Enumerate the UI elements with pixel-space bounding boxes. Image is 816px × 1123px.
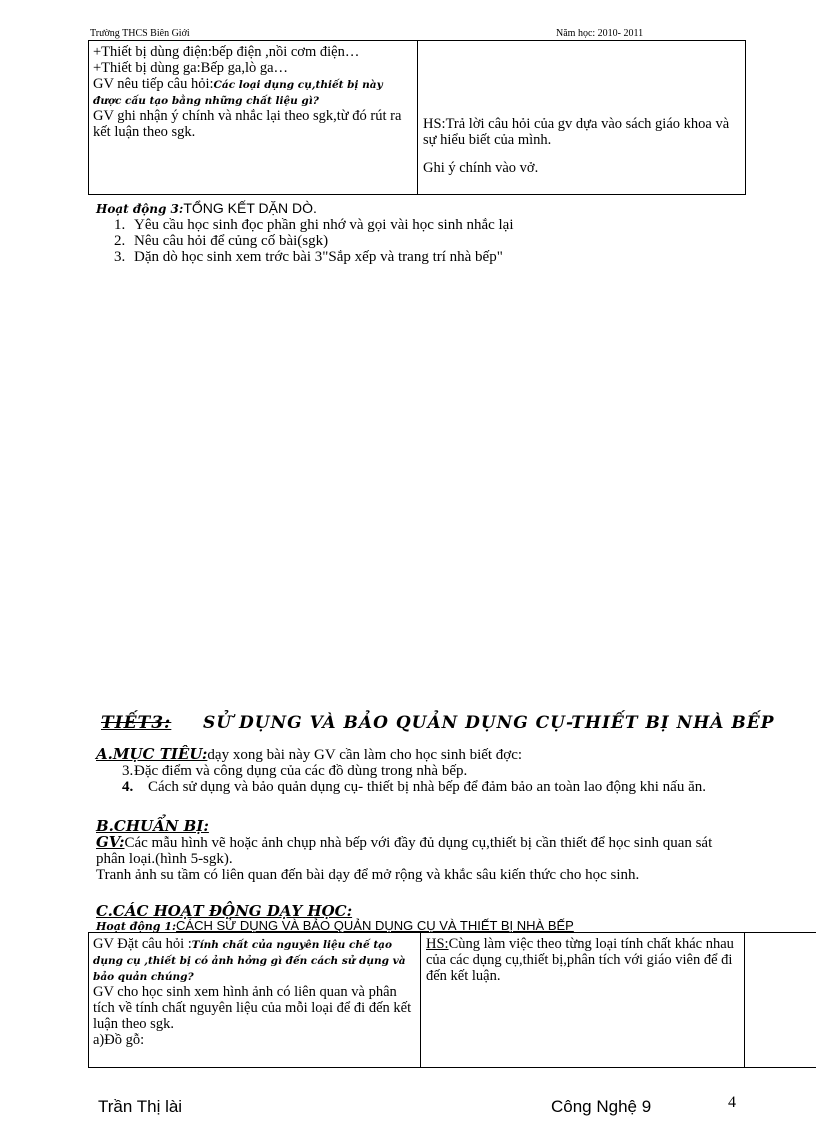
section-b-text2: Tranh ảnh su tầm có liên quan đến bài dạy để mở rộng và khắc sâu kiến thức cho học sinh. — [96, 867, 640, 883]
section-a-heading — [96, 746, 736, 763]
table-2-right-hs: HS: — [426, 936, 449, 952]
section-b-gv: GV: — [96, 833, 125, 851]
list-item: 2. Nêu câu hỏi để củng cố bài(sgk) — [114, 233, 329, 249]
activity-3-label: Hoạt động 3: — [96, 202, 184, 216]
table-1-left-line4: GV ghi nhận ý chính và nhắc lại theo sgk,từ đó rút ra kết luận theo sgk. — [93, 108, 402, 140]
table-2-left-cell — [89, 933, 421, 1067]
activity-3-title: TỔNG KẾT DẶN DÒ. — [183, 200, 317, 216]
list-item: 3. Dặn dò học sinh xem trớc bài 3"Sắp xếp và trang trí nhà bếp" — [114, 249, 503, 265]
table-2 — [88, 932, 816, 1068]
table-1-question — [93, 76, 413, 108]
table-2-question-prefix: GV Đặt câu hỏi : — [93, 936, 192, 952]
table-1-left-line2: +Thiết bị dùng ga:Bếp ga,lò ga… — [93, 60, 289, 76]
activity-1-label: Hoạt động 1: — [96, 920, 177, 933]
table-1-left-cell — [89, 41, 418, 194]
header-school: Trường THCS Biên Giới — [90, 28, 190, 39]
list-item: 3. Đặc điểm và công dụng của các đồ dùng trong nhà bếp. — [122, 763, 468, 779]
table-1-question-italic: Các loại dụng cụ,thiết bị này được cấu tạo bằng những chất liệu gì? — [93, 79, 383, 107]
table-1-right-cell — [419, 113, 745, 179]
section-b — [96, 818, 736, 883]
section-a-label: A.MỤC TIÊU: — [96, 745, 208, 763]
list-item: 1. Yêu cầu học sinh đọc phần ghi nhớ và gọi vài học sinh nhắc lại — [114, 217, 514, 233]
footer-author: Trần Thị lài — [98, 1097, 183, 1116]
list-item: 4. Cách sử dụng và bảo quản dụng cụ- thiết bị nhà bếp để đảm bảo an toàn lao động khi nấu ăn. — [122, 779, 706, 795]
activity-1-title: CÁCH SỬ DỤNG VÀ BẢO QUẢN DỤNG CỤ VÀ THIẾT BỊ NHÀ BẾP — [176, 918, 574, 933]
section-a-text: dạy xong bài này GV cần làm cho học sinh biết đợc: — [207, 747, 523, 763]
lesson-title: SỬ DỤNG VÀ BẢO QUẢN DỤNG CỤ-THIẾT BỊ NHÀ BẾP — [203, 713, 775, 733]
table-2-question-italic: Tính chất của nguyên liệu chế tạo dụng cụ ,thiết bị có ảnh hởng gì đến cách sử dụng và bảo quản chúng? — [93, 939, 406, 983]
table-2-left-line3: a)Đồ gỗ: — [93, 1032, 145, 1048]
lesson-tiet: TIẾT3: — [101, 713, 172, 733]
activity-1-heading — [96, 919, 746, 933]
header-year: Năm học: 2010- 2011 — [556, 28, 644, 39]
section-b-text1-wrap — [96, 834, 736, 867]
section-b-text1: Các mẫu hình vẽ hoặc ảnh chụp nhà bếp với đầy đủ dụng cụ,thiết bị cần thiết để học sinh quan sát phân loại.(hình 5-sgk). — [96, 835, 713, 867]
table-2-right-text: Cùng làm việc theo từng loại tính chất khác nhau của các dụng cụ,thiết bị,phân tích với giáo viên để đi đến kết luận. — [426, 936, 734, 984]
section-b-label: B.CHUẨN BỊ: — [96, 817, 209, 835]
section-a — [96, 746, 736, 795]
table-1-right-line2: Ghi ý chính vào vở. — [423, 160, 539, 176]
footer-subject: Công Nghệ 9 — [551, 1097, 652, 1116]
activity-3 — [96, 200, 756, 265]
section-c-label: C.CÁC HOẠT ĐỘNG DẠY HỌC: — [96, 902, 353, 920]
table-1 — [88, 40, 746, 195]
section-c — [96, 903, 746, 933]
table-1-left-line1: +Thiết bị dùng điện:bếp điện ,nồi cơm điện… — [93, 44, 360, 60]
table-1-right-line1: HS:Trả lời câu hỏi của gv dựa vào sách giáo khoa và sự hiểu biết của mình. — [423, 116, 730, 148]
activity-3-heading — [96, 200, 756, 217]
footer-page-number: 4 — [728, 1094, 736, 1111]
table-2-left-line2: GV cho học sinh xem hình ảnh có liên quan và phân tích về tính chất nguyên liệu của mỗi loại để đi đến kết luận theo sgk. — [93, 984, 412, 1032]
table-2-right-cell — [422, 933, 745, 1067]
section-a-list — [96, 763, 736, 795]
table-1-question-prefix: GV nêu tiếp câu hỏi: — [93, 76, 214, 92]
activity-3-list — [96, 217, 756, 265]
table-2-question — [93, 936, 416, 984]
